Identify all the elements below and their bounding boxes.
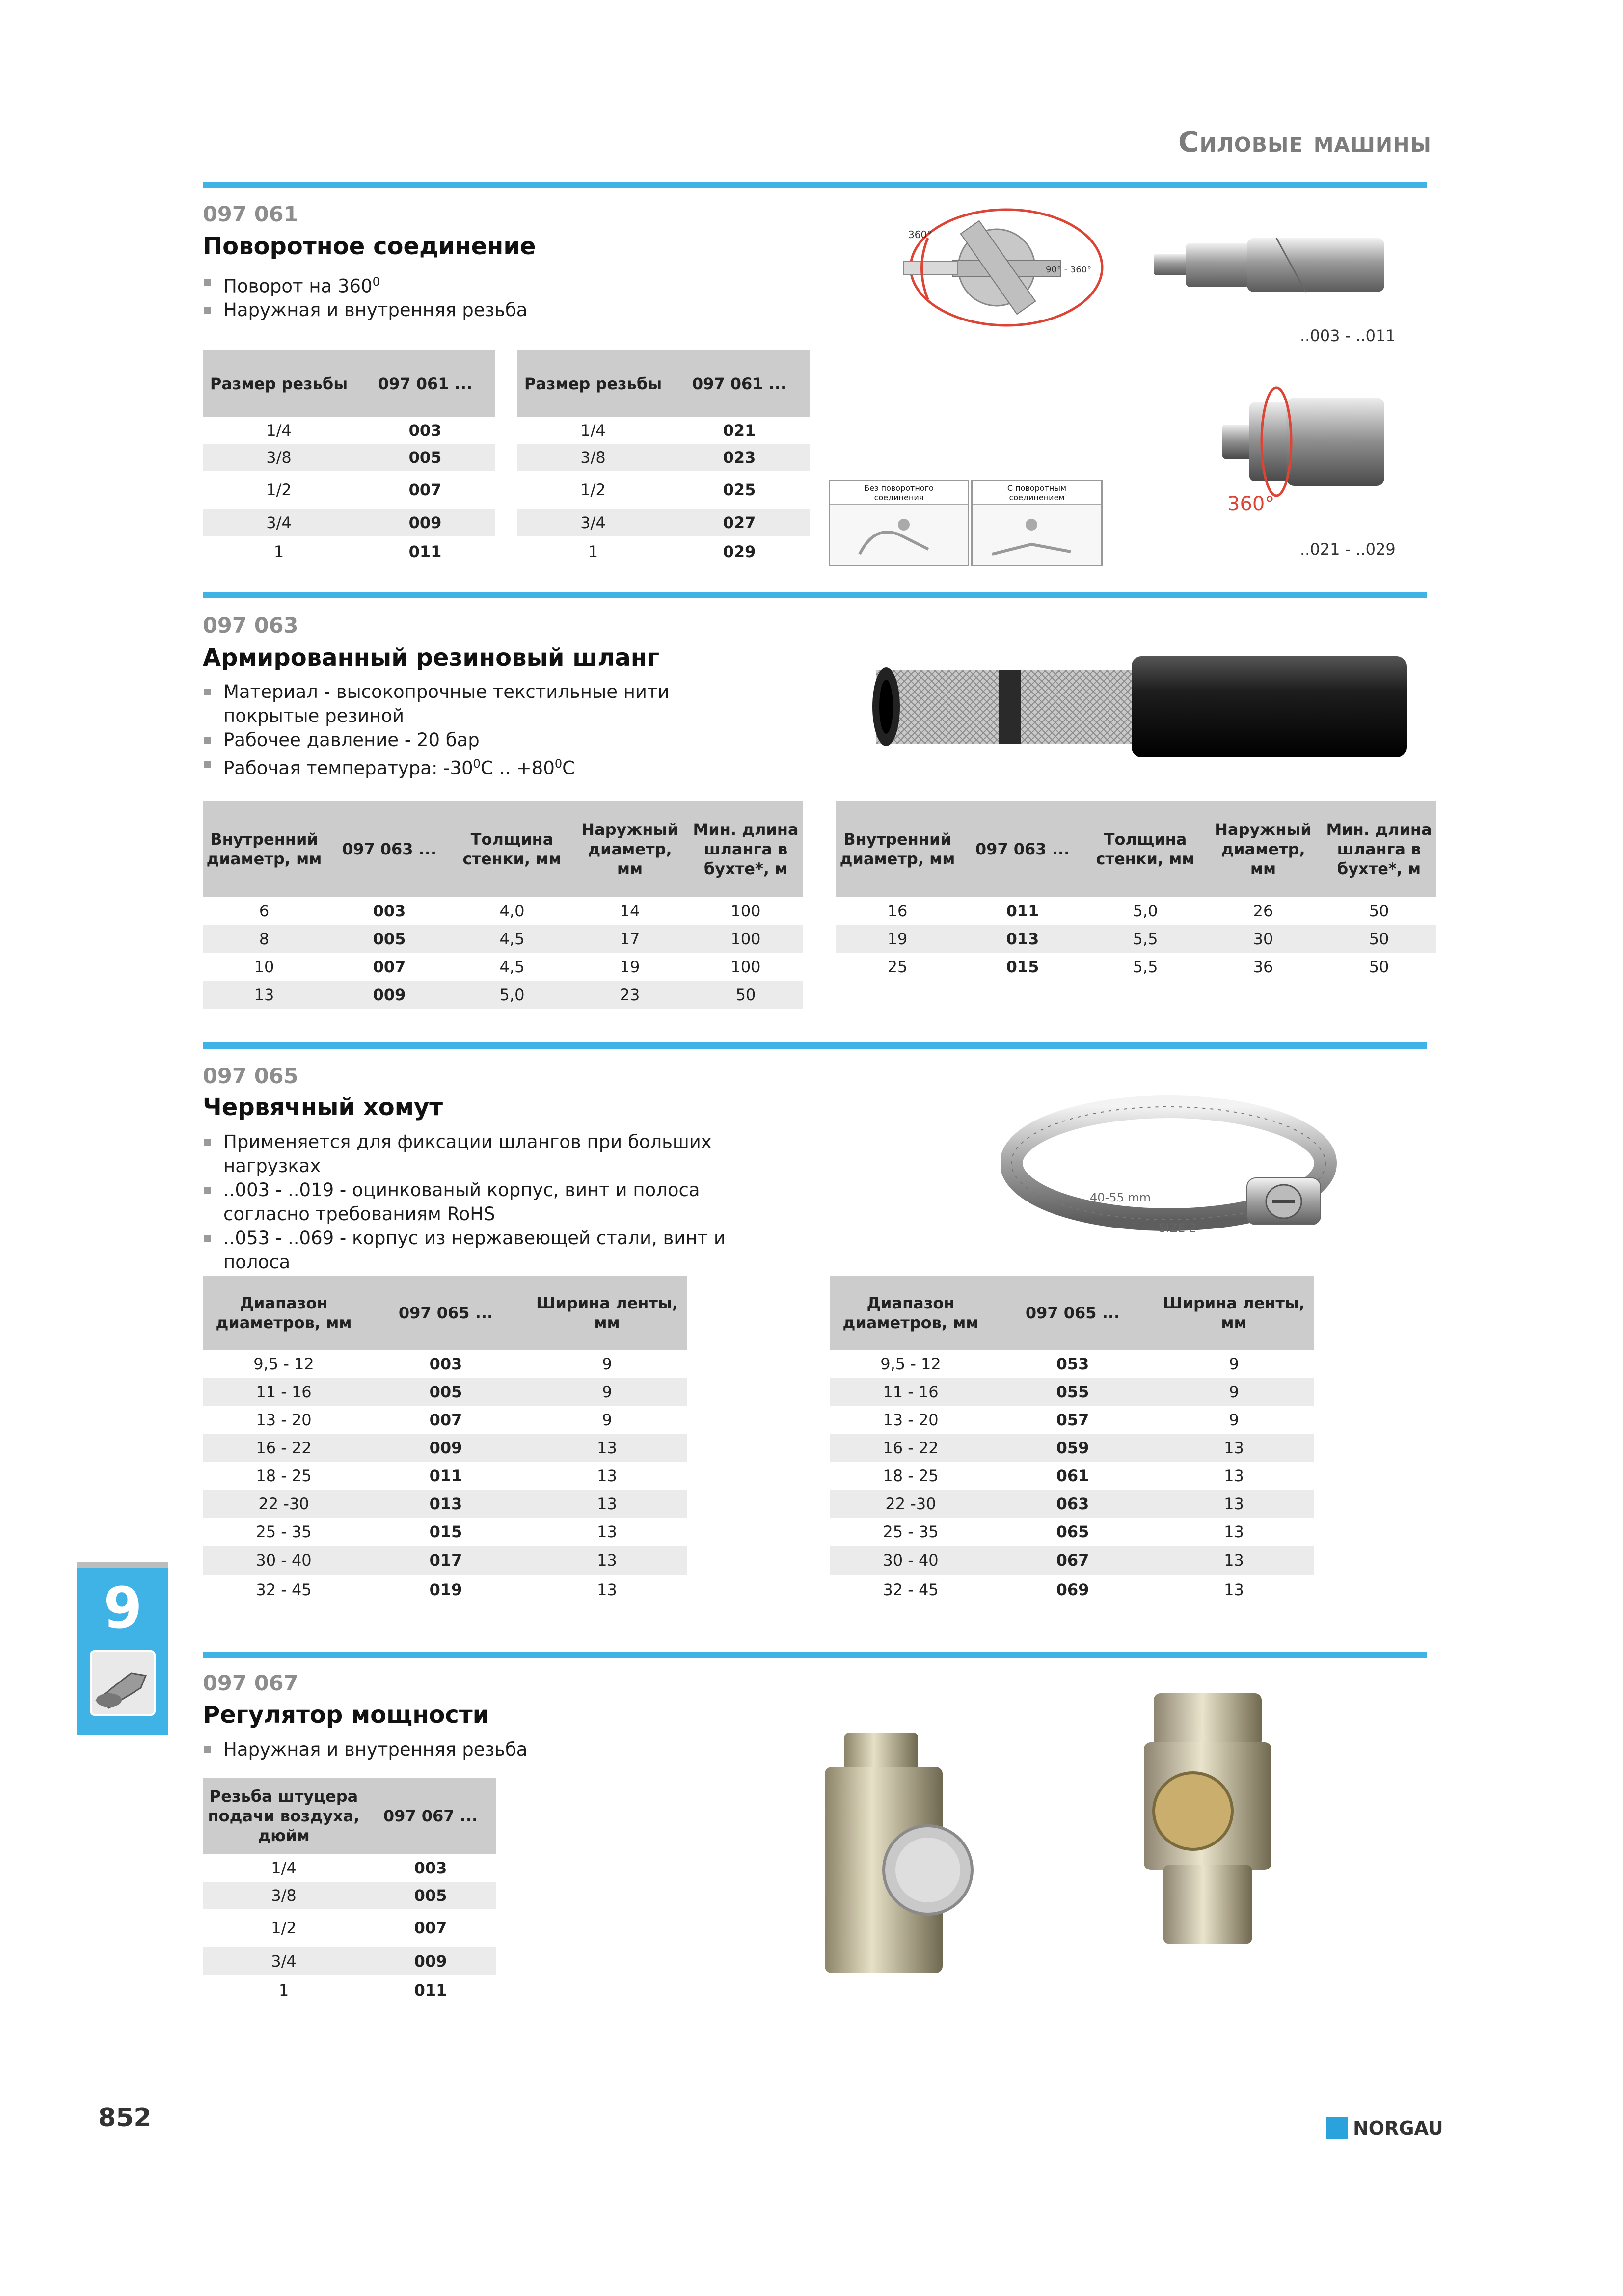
col-header: Ширина ленты, мм (527, 1276, 687, 1350)
table-cell: 069 (1056, 1580, 1089, 1599)
table-cell: 13 (1224, 1580, 1244, 1599)
power-regulator-image-b (1100, 1688, 1306, 1963)
table-cell: 1/2 (580, 481, 606, 499)
table-cell: 30 - 40 (203, 1546, 365, 1575)
brand-name: NORGAU (1353, 2117, 1443, 2139)
table-cell: 9 (527, 1378, 687, 1406)
table-cell: 6 (259, 901, 270, 920)
col-header: 097 063 ... (959, 801, 1086, 897)
table-cell: 011 (1006, 901, 1039, 920)
col-header: Резьба штуцера подачи воздуха, дюйм (203, 1778, 365, 1854)
table-cell: 009 (365, 1947, 496, 1975)
col-header: 097 067 ... (365, 1778, 496, 1854)
table-cell: 22 -30 (830, 1490, 992, 1518)
table-cell: 007 (373, 957, 406, 976)
table-cell: 029 (723, 542, 756, 561)
table-cell: 025 (723, 481, 756, 499)
table-cell: 3/4 (203, 1947, 365, 1975)
col-header: Размер резьбы (203, 350, 355, 417)
col-header: Внутренний диаметр, мм (836, 801, 959, 897)
table-cell: 059 (992, 1434, 1154, 1462)
table-cell: 007 (408, 481, 442, 499)
table-cell: 053 (1056, 1354, 1089, 1373)
table-cell: 13 - 20 (883, 1410, 939, 1429)
table-cell: 5,0 (453, 981, 571, 1009)
col-header: 097 063 ... (325, 801, 453, 897)
section-divider (203, 1042, 1427, 1049)
table-cell: 11 - 16 (203, 1378, 365, 1406)
product-title: Армированный резиновый шланг (203, 644, 660, 671)
table-cell: 003 (408, 421, 442, 440)
band-marking-b: SIZE 2 (1159, 1221, 1196, 1235)
product-title: Поворотное соединение (203, 233, 536, 260)
table-cell: 32 - 45 (883, 1580, 939, 1599)
col-header: 097 061 ... (669, 350, 810, 417)
table-cell: 003 (414, 1858, 447, 1877)
col-header: 097 061 ... (355, 350, 495, 417)
table-cell: 009 (365, 1434, 527, 1462)
table-cell: 009 (325, 981, 453, 1009)
feature-item: Применяется для фиксации шлангов при больших нагрузках (203, 1130, 782, 1178)
table-cell: 3/8 (203, 444, 355, 471)
variant-caption: ..003 - ..011 (1300, 326, 1396, 345)
usage-diagram-with (971, 480, 1103, 566)
table-cell: 1/4 (266, 421, 292, 440)
table-cell: 019 (429, 1580, 462, 1599)
table-cell: 5,5 (1086, 925, 1204, 953)
product-title: Червячный хомут (203, 1094, 443, 1121)
table-cell: 3/4 (517, 509, 669, 536)
table-cell: 36 (1253, 957, 1273, 976)
table-cell: 30 (1204, 925, 1322, 953)
table-cell: 027 (669, 509, 810, 536)
table-cell: 50 (1369, 901, 1389, 920)
table-cell: 9 (602, 1410, 612, 1429)
table-cell: 8 (203, 925, 325, 953)
product-code: 097 063 (203, 614, 298, 638)
col-header: Толщина стенки, мм (1086, 801, 1204, 897)
table-cell: 1 (278, 1981, 289, 2000)
table-cell: 005 (325, 925, 453, 953)
table-cell: 1/4 (580, 421, 606, 440)
table-cell: 017 (365, 1546, 527, 1575)
table-cell: 14 (620, 901, 640, 920)
table-cell: 25 - 35 (256, 1522, 312, 1541)
swivel-product-image-elbow (1213, 368, 1394, 520)
regulator-table (203, 1778, 496, 2005)
col-header: 097 065 ... (992, 1276, 1154, 1350)
table-cell: 3/8 (517, 444, 669, 471)
col-header: 097 065 ... (365, 1276, 527, 1350)
col-header: Размер резьбы (517, 350, 669, 417)
usage-diagram-without (829, 480, 969, 566)
hose-table-a (203, 801, 803, 1009)
table-cell: 18 - 25 (256, 1466, 312, 1485)
diagram-label: Без поворотного соединения (830, 481, 968, 505)
table-cell: 3/8 (203, 1882, 365, 1909)
section-divider (203, 592, 1427, 598)
rotation-label: 360° (908, 229, 932, 240)
table-cell: 057 (1056, 1410, 1089, 1429)
angle-grinder-icon (87, 1646, 159, 1720)
swivel-diagram-image (874, 204, 1109, 334)
table-cell: 13 (527, 1490, 687, 1518)
table-cell: 015 (429, 1522, 462, 1541)
hose-clamp-image (1001, 1090, 1355, 1252)
rotation-label: 360° (1227, 493, 1275, 515)
table-cell: 009 (355, 509, 495, 536)
hose-image (866, 650, 1411, 763)
power-regulator-image-a (815, 1723, 982, 1983)
feature-item: Материал - высокопрочные текстильные нити покрытые резиной (203, 680, 767, 728)
table-cell: 13 (1154, 1490, 1314, 1518)
table-cell: 005 (355, 444, 495, 471)
col-header: Наружный диаметр, мм (1204, 801, 1322, 897)
table-cell: 4,5 (499, 957, 525, 976)
clamp-table-b (830, 1276, 1314, 1604)
feature-item: Наружная и внутренняя резьба (203, 298, 527, 322)
table-cell: 32 - 45 (256, 1580, 312, 1599)
brand-logo-mark (1326, 2117, 1348, 2139)
table-cell: 9,5 - 12 (253, 1354, 314, 1373)
table-cell: 015 (1006, 957, 1039, 976)
table-cell: 055 (992, 1378, 1154, 1406)
table-cell: 17 (571, 925, 689, 953)
hose-table-b (836, 801, 1436, 981)
table-cell: 061 (1056, 1466, 1089, 1485)
table-cell: 4,0 (499, 901, 525, 920)
table-cell: 13 (203, 981, 325, 1009)
table-cell: 013 (365, 1490, 527, 1518)
col-header: Мин. длина шланга в бухте*, м (689, 801, 803, 897)
table-cell: 30 - 40 (830, 1546, 992, 1575)
swivel-product-image-straight (1149, 223, 1394, 309)
table-cell: 011 (408, 542, 442, 561)
table-cell: 065 (1056, 1522, 1089, 1541)
col-header: Наружный диаметр, мм (571, 801, 689, 897)
col-header: Диапазон диаметров, мм (203, 1276, 365, 1350)
product-code: 097 061 (203, 202, 298, 227)
col-header: Диапазон диаметров, мм (830, 1276, 992, 1350)
feature-item: Рабочее давление - 20 бар (203, 728, 767, 752)
table-cell: 007 (429, 1410, 462, 1429)
product-code: 097 067 (203, 1671, 298, 1696)
feature-item: ..003 - ..019 - оцинкованый корпус, винт и полоса согласно требованиям RoHS (203, 1178, 782, 1226)
table-cell: 16 - 22 (830, 1434, 992, 1462)
table-cell: 50 (1322, 925, 1436, 953)
table-cell: 13 (1154, 1434, 1314, 1462)
table-cell: 25 - 35 (883, 1522, 939, 1541)
col-header: Мин. длина шланга в бухте*, м (1322, 801, 1436, 897)
table-cell: 021 (723, 421, 756, 440)
table-cell: 50 (689, 981, 803, 1009)
thread-table-b (517, 350, 810, 567)
feature-list (203, 1737, 527, 1762)
table-cell: 1/4 (271, 1858, 297, 1877)
table-cell: 13 (1224, 1522, 1244, 1541)
chapter-number: 9 (103, 1575, 143, 1641)
section-title: Силовые машины (1178, 125, 1432, 159)
table-cell: 063 (992, 1490, 1154, 1518)
table-cell: 9 (1229, 1354, 1239, 1373)
table-cell: 10 (254, 957, 274, 976)
table-cell: 13 (597, 1522, 617, 1541)
product-code: 097 065 (203, 1064, 298, 1089)
table-cell: 9 (1229, 1410, 1239, 1429)
product-title: Регулятор мощности (203, 1701, 489, 1729)
table-cell: 13 (527, 1434, 687, 1462)
feature-item: Поворот на $360^0$ (203, 270, 527, 298)
table-cell: 13 (597, 1580, 617, 1599)
table-cell: 023 (669, 444, 810, 471)
table-cell: 5,0 (1133, 901, 1158, 920)
table-cell: 1 (588, 542, 598, 561)
table-cell: 011 (414, 1981, 447, 2000)
table-cell: 9 (1154, 1378, 1314, 1406)
section-divider (203, 1652, 1427, 1658)
table-cell: 067 (992, 1546, 1154, 1575)
section-divider (203, 182, 1427, 188)
diagram-label: С поворотным соединением (973, 481, 1101, 505)
feature-item: Наружная и внутренняя резьба (203, 1737, 527, 1762)
table-cell: 013 (959, 925, 1086, 953)
rotation-range-label: 90° - 360° (1046, 265, 1092, 275)
table-cell: 50 (1369, 957, 1389, 976)
feature-list (203, 1130, 782, 1274)
table-cell: 003 (429, 1354, 462, 1373)
table-cell: 16 - 22 (203, 1434, 365, 1462)
table-cell: 26 (1253, 901, 1273, 920)
table-cell: 13 (527, 1546, 687, 1575)
table-cell: 25 (887, 957, 908, 976)
table-cell: 9 (602, 1354, 612, 1373)
table-cell: 100 (689, 925, 803, 953)
thread-table-a (203, 350, 495, 567)
variant-caption: ..021 - ..029 (1300, 540, 1396, 559)
table-cell: 1/2 (271, 1919, 297, 1937)
table-cell: 007 (414, 1919, 447, 1937)
table-cell: 16 (887, 901, 908, 920)
table-cell: 011 (429, 1466, 462, 1485)
feature-list (203, 680, 767, 780)
table-cell: 13 (597, 1466, 617, 1485)
col-header: Толщина стенки, мм (453, 801, 571, 897)
band-marking-a: 40-55 mm (1090, 1191, 1151, 1204)
table-cell: 13 - 20 (256, 1410, 312, 1429)
feature-item: ..053 - ..069 - корпус из нержавеющей стали, винт и полоса (203, 1226, 782, 1274)
table-cell: 22 -30 (203, 1490, 365, 1518)
table-cell: 19 (836, 925, 959, 953)
feature-list (203, 270, 527, 322)
table-cell: 18 - 25 (883, 1466, 939, 1485)
col-header: Ширина ленты, мм (1154, 1276, 1314, 1350)
table-cell: 11 - 16 (830, 1378, 992, 1406)
table-cell: 100 (730, 901, 761, 920)
table-cell: 4,5 (453, 925, 571, 953)
table-cell: 23 (571, 981, 689, 1009)
table-cell: 5,5 (1133, 957, 1158, 976)
table-cell: 19 (620, 957, 640, 976)
table-cell: 1 (273, 542, 284, 561)
table-cell: 3/4 (203, 509, 355, 536)
page-number: 852 (98, 2103, 152, 2133)
table-cell: 9,5 - 12 (880, 1354, 941, 1373)
table-cell: 13 (1224, 1466, 1244, 1485)
table-cell: 005 (365, 1378, 527, 1406)
table-cell: 005 (365, 1882, 496, 1909)
feature-item: Рабочая температура: $-30^0С$ .. $+80^0С$ (203, 752, 767, 780)
clamp-table-a (203, 1276, 687, 1604)
table-cell: 1/2 (266, 481, 292, 499)
table-cell: 003 (373, 901, 406, 920)
col-header: Внутренний диаметр, мм (203, 801, 325, 897)
table-cell: 100 (730, 957, 761, 976)
table-cell: 13 (1154, 1546, 1314, 1575)
